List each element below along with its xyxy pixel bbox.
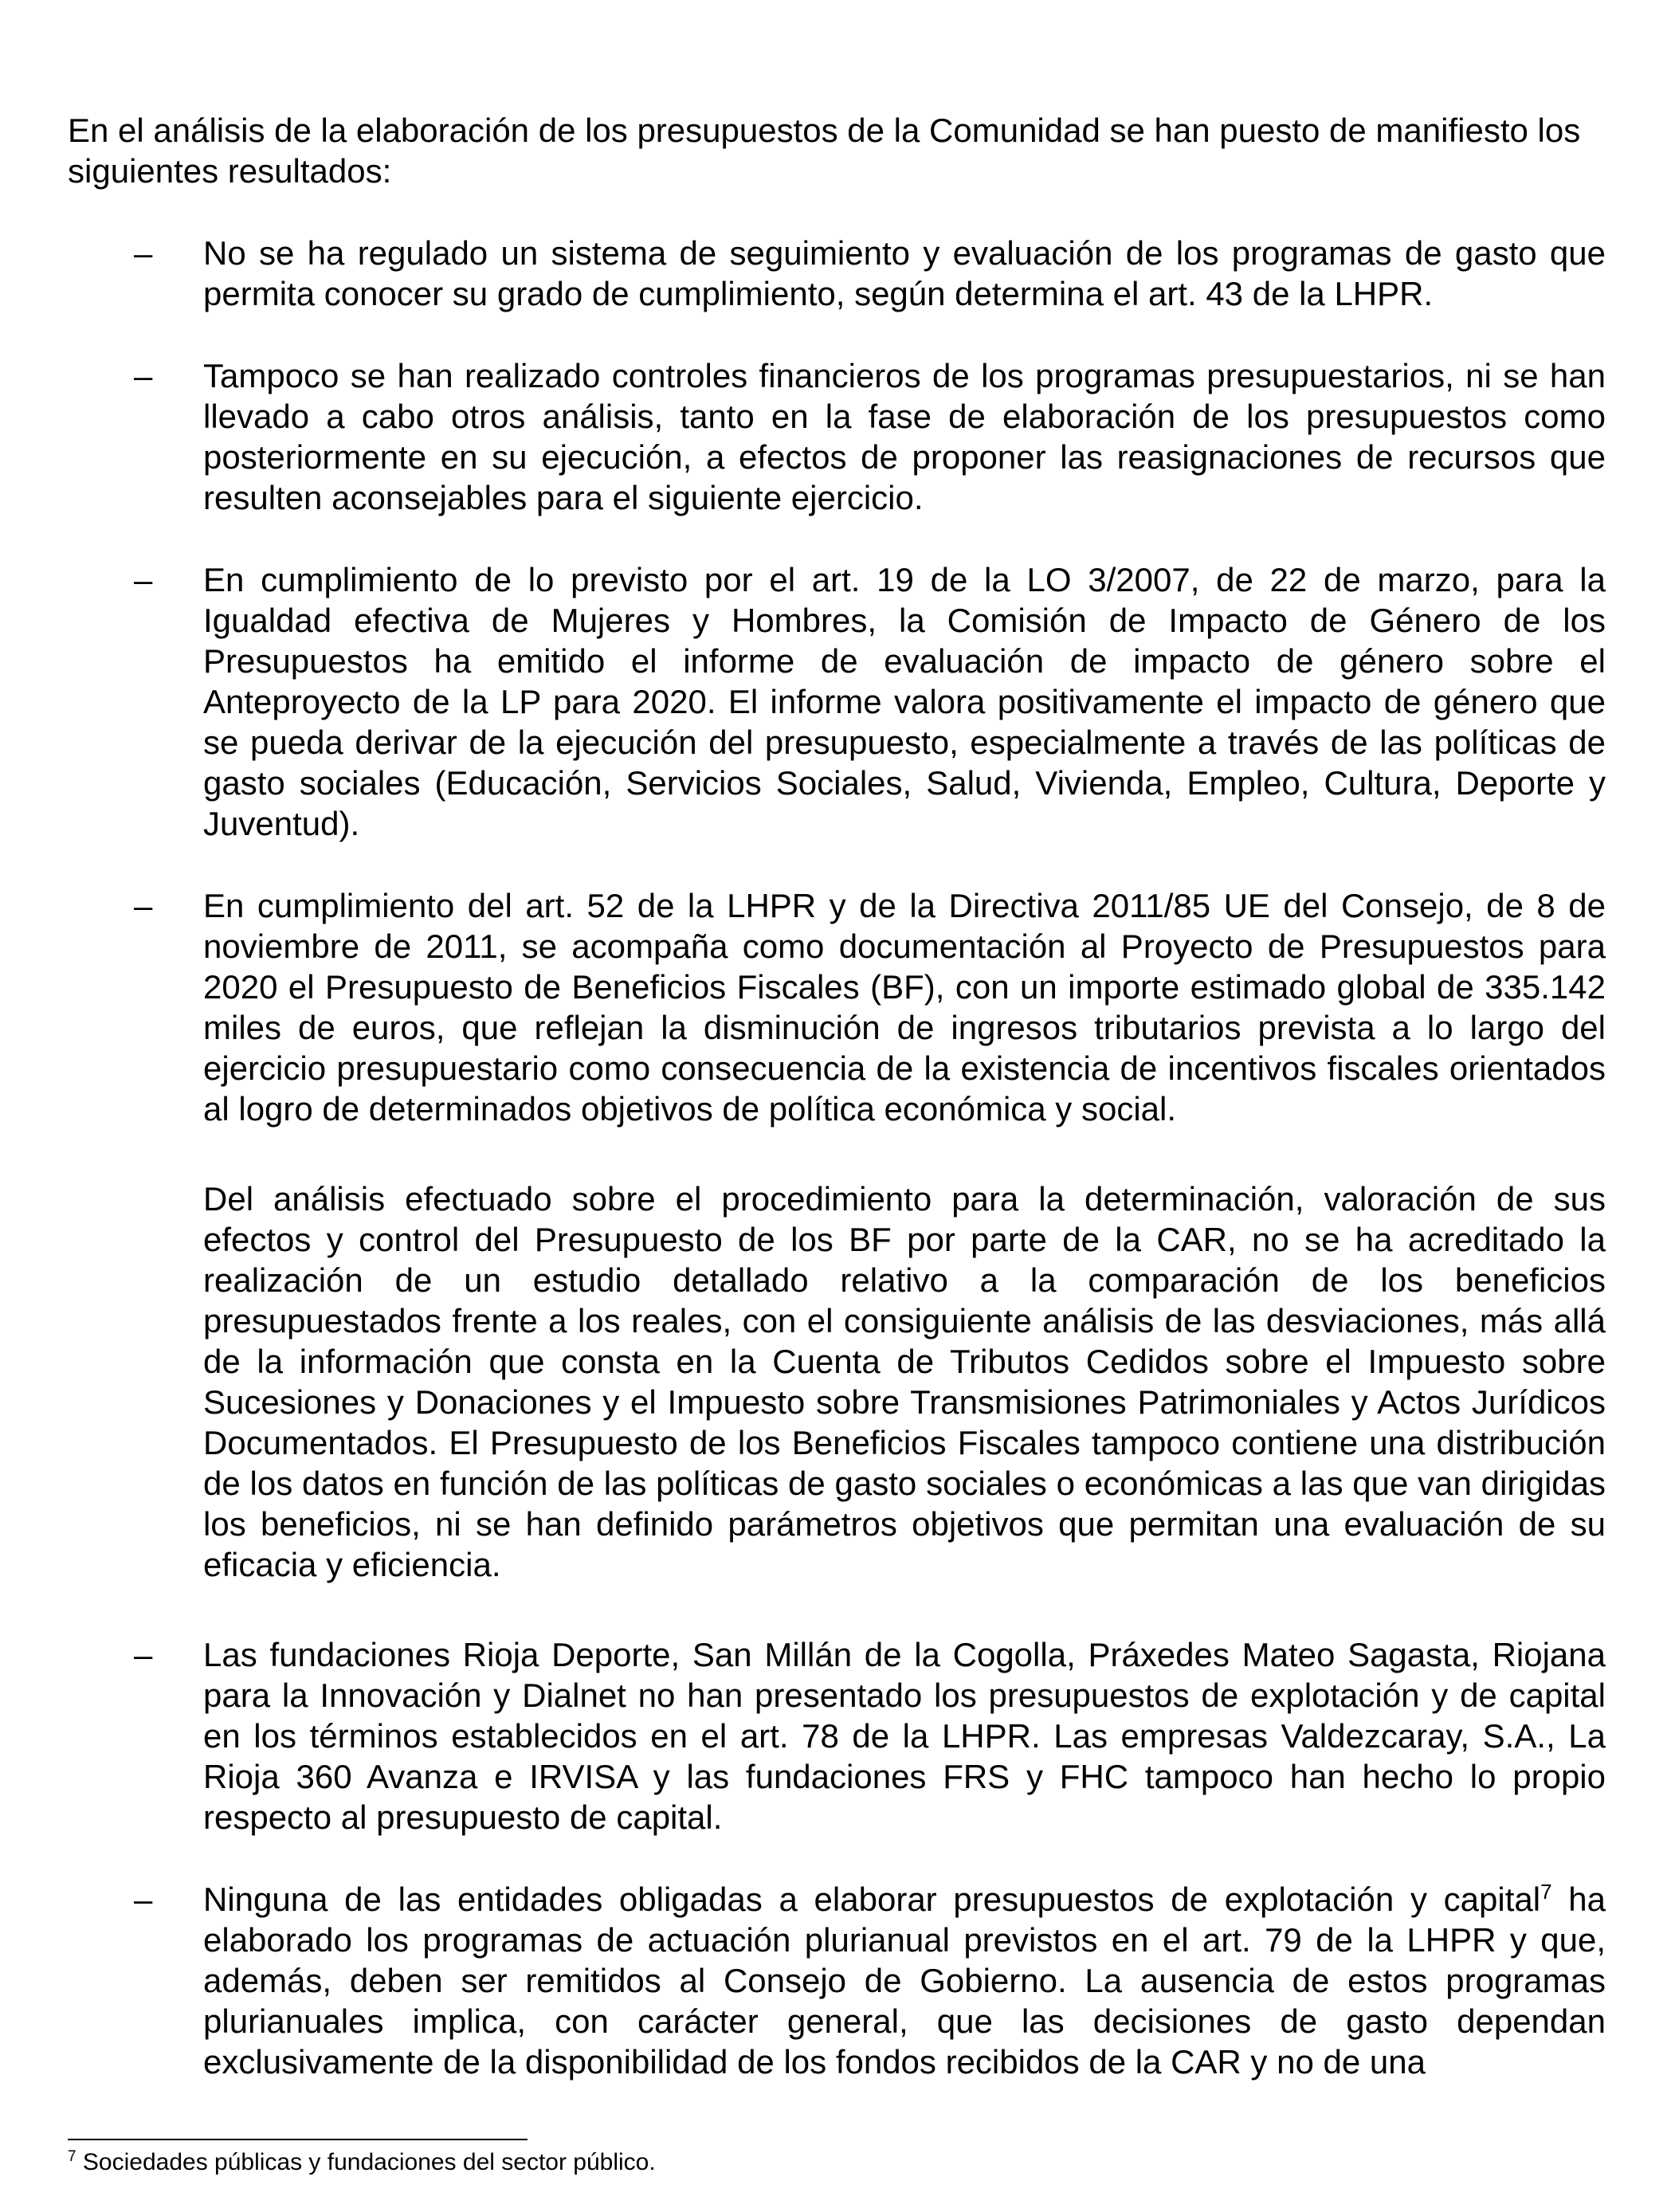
list-item [0,355,1671,518]
findings-list [0,233,1671,2124]
footnote-number: 7 [68,2148,76,2165]
bullet-dash: – [134,234,153,272]
list-item-text-end: ha elaborado los programas de actuación plurianual previstos en el art. 79 de la LHPR y que, además, deben ser remitidos al Consejo de Gobierno. La ausencia de estos programas plurianuales implica, con carácter general, que las decisiones de gasto dependan exclusivamente de la disponibilidad de los fondos recibidos de la CAR y no de una [203,1881,1606,2081]
list-item-text: Tampoco se han realizado controles financieros de los programas presupuestarios, ni se han llevado a cabo otros análisis, tanto en la fase de elaboración de los presupuestos como posteriormente en su ejecución, a efectos de proponer las reasignaciones de recursos que resulten aconsejables para el siguiente ejercicio. [203,357,1606,516]
list-item [0,233,1671,314]
bullet-dash: – [134,1636,153,1673]
list-item [0,885,1671,1585]
footnote [68,2148,656,2177]
list-item [0,1634,1671,1837]
list-item-text: En cumplimiento de lo previsto por el art. 19 de la LO 3/2007, de 22 de marzo, para la Igualdad efectiva de Mujeres y Hombres, la Comisión de Impacto de Género de los Presupuestos ha emitido el informe de evaluación de impacto de género sobre el Anteproyecto de la LP para 2020. El informe valora positivamente el impacto de género que se pueda derivar de la ejecución del presupuesto, especialmente a través de las políticas de gasto sociales (Educación, Servicios Sociales, Salud, Vivienda, Empleo, Cultura, Deporte y Juventud). [203,561,1606,842]
footnote-separator [68,2139,528,2140]
list-item [0,1879,1671,2082]
intro-paragraph: En el análisis de la elaboración de los presupuestos de la Comunidad se han puesto de manifiesto los siguientes resultados: [68,112,1581,190]
list-item-text: En cumplimiento del art. 52 de la LHPR y de la Directiva 2011/85 UE del Consejo, de 8 de noviembre de 2011, se acompaña como documentación al Proyecto de Presupuestos para 2020 el Presupuesto de Beneficios Fiscales (BF), con un importe estimado global de 335.142 miles de euros, que reflejan la disminución de ingresos tributarios prevista a lo largo del ejercicio presupuestario como consecuencia de la existencia de incentivos fiscales orientados al logro de determinados objetivos de política económica y social. [203,887,1606,1128]
footnote-reference[interactable]: 7 [1540,1880,1552,1904]
list-item-text: No se ha regulado un sistema de seguimiento y evaluación de los programas de gasto que permita conocer su grado de cumplimiento, según determina el art. 43 de la LHPR. [203,234,1606,312]
bullet-dash: – [134,357,153,394]
list-item-text: Las fundaciones Rioja Deporte, San Millán de la Cogolla, Práxedes Mateo Sagasta, Riojana para la Innovación y Dialnet no han presentado los presupuestos de explotación y de capital en los términos establecidos en el art. 78 de la LHPR. Las empresas Valdezcaray, S.A., La Rioja 360 Avanza e IRVISA y las fundaciones FRS y FHC tampoco han hecho lo propio respecto al presupuesto de capital. [203,1636,1606,1836]
list-item [0,559,1671,844]
list-item-text-start: Ninguna de las entidades obligadas a elaborar presupuestos de explotación y capital [203,1881,1541,1918]
bullet-dash: – [134,561,153,598]
footnote-text: Sociedades públicas y fundaciones del sector público. [76,2149,656,2175]
list-item-text [203,1879,1606,2082]
list-item-continuation: Del análisis efectuado sobre el procedimiento para la determinación, valoración de sus efectos y control del Presupuesto de los BF por parte de la CAR, no se ha acreditado la realización de un estudio detallado relativo a la comparación de los beneficios presupuestados frente a los reales, con el consiguiente análisis de las desviaciones, más allá de la información que consta en la Cuenta de Tributos Cedidos sobre el Impuesto sobre Sucesiones y Donaciones y el Impuesto sobre Transmisiones Patrimoniales y Actos Jurídicos Documentados. El Presupuesto de los Beneficios Fiscales tampoco contiene una distribución de los datos en función de las políticas de gasto sociales o económicas a las que van dirigidas los beneficios, ni se han definido parámetros objetivos que permitan una evaluación de su eficacia y eficiencia. [203,1180,1606,1583]
bullet-dash: – [134,887,153,924]
bullet-dash: – [134,1881,153,1918]
